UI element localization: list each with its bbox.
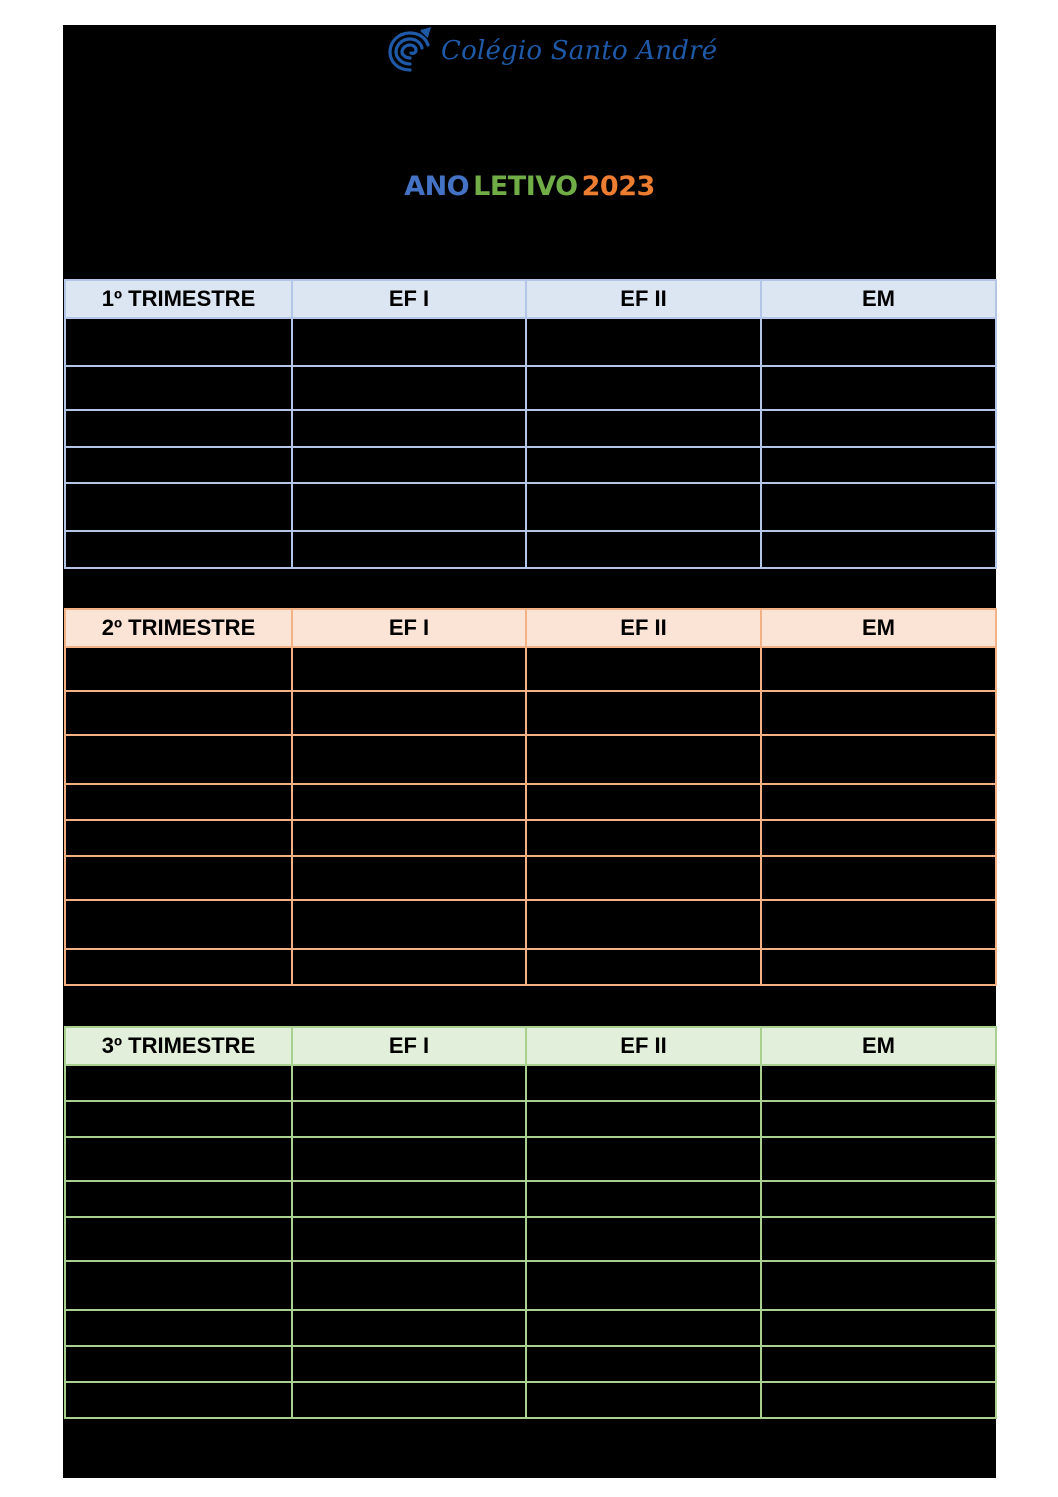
table-row (65, 1137, 996, 1181)
term-1-table (64, 279, 997, 569)
table-cell (292, 1181, 526, 1217)
table-cell (292, 1310, 526, 1346)
table-cell (65, 900, 292, 949)
table-row (65, 691, 996, 735)
table-cell (526, 1346, 761, 1382)
term-2-header-ef2: EF II (526, 609, 761, 647)
table-cell (526, 366, 761, 410)
table-cell (65, 366, 292, 410)
table-cell (292, 318, 526, 366)
table-cell (292, 1101, 526, 1137)
table-row (65, 784, 996, 820)
table-cell (292, 1217, 526, 1261)
table-cell (761, 1217, 996, 1261)
table-cell (65, 410, 292, 447)
table-cell (65, 447, 292, 483)
table-cell (761, 1065, 996, 1101)
term-3-header-ef2: EF II (526, 1027, 761, 1065)
table-cell (526, 483, 761, 531)
table-cell (65, 856, 292, 900)
table-cell (761, 410, 996, 447)
table-cell (65, 1217, 292, 1261)
table-row (65, 1217, 996, 1261)
title-word-year: 2023 (581, 171, 655, 202)
table-cell (761, 1181, 996, 1217)
table-cell (526, 1382, 761, 1418)
table-row (65, 820, 996, 856)
table-cell (761, 483, 996, 531)
table-row (65, 1101, 996, 1137)
title-word-ano: ANO (404, 171, 470, 202)
title-word-letivo: LETIVO (473, 171, 578, 202)
school-year-title (63, 171, 996, 202)
table-cell (292, 531, 526, 568)
term-1-header-row (65, 280, 996, 318)
table-cell (526, 1101, 761, 1137)
term-2-header-row (65, 609, 996, 647)
table-cell (292, 856, 526, 900)
term-1-header-em: EM (761, 280, 996, 318)
table-cell (292, 784, 526, 820)
table-cell (761, 366, 996, 410)
table-row (65, 1065, 996, 1101)
table-cell (65, 531, 292, 568)
table-cell (65, 949, 292, 985)
table-cell (761, 531, 996, 568)
table-cell (526, 949, 761, 985)
term-3-header-em: EM (761, 1027, 996, 1065)
school-name: Colégio Santo André (441, 36, 718, 66)
table-cell (65, 691, 292, 735)
table-row (65, 647, 996, 691)
term-2-header-em: EM (761, 609, 996, 647)
table-cell (526, 1181, 761, 1217)
table-cell (526, 1310, 761, 1346)
table-cell (761, 318, 996, 366)
table-cell (292, 1261, 526, 1310)
term-1-header-term: 1º TRIMESTRE (65, 280, 292, 318)
table-cell (761, 784, 996, 820)
table-cell (761, 735, 996, 784)
table-cell (526, 784, 761, 820)
table-row (65, 1261, 996, 1310)
term-1-header-ef2: EF II (526, 280, 761, 318)
term-3-header-term: 3º TRIMESTRE (65, 1027, 292, 1065)
table-cell (526, 447, 761, 483)
table-cell (526, 531, 761, 568)
school-logo (385, 25, 717, 77)
table-cell (761, 447, 996, 483)
table-row (65, 856, 996, 900)
term-2-header-term: 2º TRIMESTRE (65, 609, 292, 647)
table-cell (761, 900, 996, 949)
table-row (65, 1382, 996, 1418)
table-row (65, 949, 996, 985)
table-cell (526, 820, 761, 856)
table-cell (761, 856, 996, 900)
table-row (65, 410, 996, 447)
table-cell (526, 900, 761, 949)
term-3-table (64, 1026, 997, 1419)
table-cell (292, 410, 526, 447)
table-cell (526, 1217, 761, 1261)
table-cell (292, 1065, 526, 1101)
table-cell (761, 820, 996, 856)
table-cell (761, 949, 996, 985)
table-cell (65, 784, 292, 820)
table-row (65, 318, 996, 366)
term-2-table (64, 608, 997, 986)
table-row (65, 735, 996, 784)
table-row (65, 1181, 996, 1217)
table-cell (65, 1137, 292, 1181)
table-cell (65, 318, 292, 366)
table-cell (65, 820, 292, 856)
table-cell (292, 1346, 526, 1382)
table-cell (292, 691, 526, 735)
table-cell (526, 318, 761, 366)
table-row (65, 900, 996, 949)
table-cell (526, 1137, 761, 1181)
table-cell (526, 1261, 761, 1310)
table-cell (292, 647, 526, 691)
table-cell (526, 691, 761, 735)
table-cell (65, 1346, 292, 1382)
table-cell (292, 900, 526, 949)
table-row (65, 483, 996, 531)
table-cell (761, 691, 996, 735)
table-cell (65, 1181, 292, 1217)
table-cell (292, 483, 526, 531)
term-2-header-ef1: EF I (292, 609, 526, 647)
table-cell (761, 647, 996, 691)
table-cell (761, 1137, 996, 1181)
table-cell (761, 1101, 996, 1137)
table-cell (292, 1137, 526, 1181)
table-cell (292, 447, 526, 483)
table-cell (292, 366, 526, 410)
table-cell (65, 1310, 292, 1346)
table-cell (761, 1261, 996, 1310)
term-3-header-ef1: EF I (292, 1027, 526, 1065)
table-cell (526, 856, 761, 900)
table-cell (292, 820, 526, 856)
table-cell (65, 1101, 292, 1137)
table-cell (761, 1382, 996, 1418)
table-cell (65, 483, 292, 531)
spiral-logo-icon (385, 26, 435, 76)
table-row (65, 1310, 996, 1346)
table-cell (526, 410, 761, 447)
table-cell (292, 949, 526, 985)
table-cell (292, 735, 526, 784)
table-cell (65, 1261, 292, 1310)
table-row (65, 1346, 996, 1382)
table-cell (65, 1065, 292, 1101)
table-cell (65, 735, 292, 784)
table-row (65, 447, 996, 483)
calendar-sheet (63, 25, 996, 1478)
table-cell (292, 1382, 526, 1418)
term-3-header-row (65, 1027, 996, 1065)
table-cell (761, 1310, 996, 1346)
table-cell (761, 1346, 996, 1382)
table-cell (526, 735, 761, 784)
table-cell (526, 1065, 761, 1101)
term-1-header-ef1: EF I (292, 280, 526, 318)
table-row (65, 366, 996, 410)
table-cell (526, 647, 761, 691)
table-cell (65, 1382, 292, 1418)
table-row (65, 531, 996, 568)
table-cell (65, 647, 292, 691)
